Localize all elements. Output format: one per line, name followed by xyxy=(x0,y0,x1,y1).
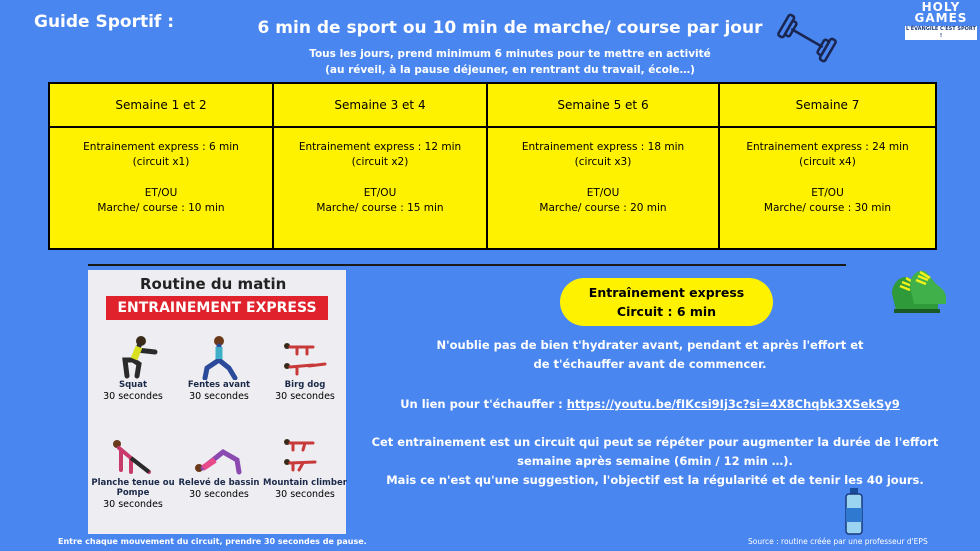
water-bottle-icon xyxy=(843,488,865,536)
exercise-squat xyxy=(90,334,176,404)
exercise-duration: 30 secondes xyxy=(189,391,249,402)
pill-line-1: Entraînement express xyxy=(588,285,745,300)
routine-banner: ENTRAINEMENT EXPRESS xyxy=(106,296,328,320)
exercise-duration: 30 secondes xyxy=(275,391,335,402)
bridge-figure-icon xyxy=(189,434,249,478)
exercise-name: Planche tenue ou Pompe xyxy=(91,478,175,498)
hydration-line-2: de t'échauffer avant de commencer. xyxy=(533,357,767,371)
circuit-explanation xyxy=(360,433,950,490)
walk-text: Marche/ course : 30 min xyxy=(763,202,892,214)
circuit-line-3: Mais ce n'est qu'une suggestion, l'objectif est la régularité et de tenir les 40 jours. xyxy=(386,473,924,487)
exercise-name: Squat xyxy=(118,380,148,390)
bird-dog-figure-icon xyxy=(275,334,335,380)
exercise-plank xyxy=(90,434,176,512)
pause-note: Entre chaque mouvement du circuit, prendre 30 secondes de pause. xyxy=(58,537,367,546)
exercise-duration: 30 secondes xyxy=(103,499,163,510)
circuit-text: (circuit x1) xyxy=(132,156,190,168)
walk-text: Marche/ course : 15 min xyxy=(316,202,444,214)
guide-title: Guide Sportif : xyxy=(34,12,175,32)
week-cell xyxy=(49,127,273,249)
warmup-link-label: Un lien pour t'échauffer : xyxy=(400,397,567,411)
subtitle-line-1: Tous les jours, prend minimum 6 minutes pour te mettre en activité xyxy=(309,48,711,60)
circuit-text: (circuit x2) xyxy=(351,156,409,168)
exercise-duration: 30 secondes xyxy=(189,489,249,500)
warmup-link-line xyxy=(380,395,920,414)
routine-title: Routine du matin xyxy=(140,275,287,293)
week-cell xyxy=(487,127,719,249)
exercise-name: Fentes avant xyxy=(187,380,251,390)
or-text: ET/OU xyxy=(363,187,397,199)
logo-tagline: L'ÉVANGILE C'EST SPORT ! xyxy=(906,26,976,39)
week-header: Semaine 7 xyxy=(719,83,936,127)
page-title: 6 min de sport ou 10 min de marche/ course par jour xyxy=(257,18,763,38)
warmup-video-link[interactable]: https://youtu.be/fIKcsi9Ij3c?si=4X8Chqbk3XSekSy9 xyxy=(566,397,900,411)
lunge-figure-icon xyxy=(189,334,249,380)
circuit-text: (circuit x3) xyxy=(574,156,632,168)
week-header: Semaine 1 et 2 xyxy=(49,83,273,127)
circuit-text: (circuit x4) xyxy=(799,156,856,168)
week-cell xyxy=(273,127,487,249)
circuit-line-1: Cet entrainement est un circuit qui peut se répéter pour augmenter la durée de l'effort xyxy=(371,435,939,449)
exercise-duration: 30 secondes xyxy=(275,489,335,500)
subtitle-line-2: (au réveil, à la pause déjeuner, en rentrant du travail, école…) xyxy=(325,64,695,76)
training-plan-table xyxy=(48,82,937,250)
walk-text: Marche/ course : 10 min xyxy=(97,202,225,214)
express-text: Entrainement express : 12 min xyxy=(298,141,462,153)
hydration-line-1: N'oublie pas de bien t'hydrater avant, pendant et après l'effort et xyxy=(436,338,864,352)
week-cell xyxy=(719,127,936,249)
squat-figure-icon xyxy=(103,334,163,380)
express-text: Entrainement express : 6 min xyxy=(83,141,239,153)
logo-line-2: GAMES xyxy=(914,11,968,25)
mountain-climber-figure-icon xyxy=(275,434,335,478)
plank-figure-icon xyxy=(103,434,163,478)
exercise-mountain-climber xyxy=(262,434,348,502)
exercise-bird-dog xyxy=(262,334,348,404)
hydration-advice xyxy=(390,336,910,374)
or-text: ET/OU xyxy=(144,187,178,199)
or-text: ET/OU xyxy=(586,187,620,199)
express-text: Entrainement express : 18 min xyxy=(521,141,685,153)
holy-games-logo xyxy=(905,2,977,42)
express-text: Entrainement express : 24 min xyxy=(746,141,909,153)
table-header-row xyxy=(49,83,936,127)
divider xyxy=(88,264,846,266)
table-row xyxy=(49,127,936,249)
exercise-duration: 30 secondes xyxy=(103,391,163,402)
sneakers-icon xyxy=(888,264,948,322)
logo-line-1: HOLY xyxy=(921,0,961,14)
exercise-name: Birg dog xyxy=(284,380,326,390)
source-note: Source : routine créée par une professeur d'EPS xyxy=(748,537,928,546)
exercise-name: Mountain climber xyxy=(263,478,347,488)
or-text: ET/OU xyxy=(811,187,844,199)
week-header: Semaine 3 et 4 xyxy=(273,83,487,127)
exercise-lunges xyxy=(176,334,262,404)
week-header: Semaine 5 et 6 xyxy=(487,83,719,127)
express-circuit-badge xyxy=(560,278,773,326)
routine-card xyxy=(88,270,346,534)
walk-text: Marche/ course : 20 min xyxy=(539,202,667,214)
page-subtitle xyxy=(230,46,790,78)
exercise-name: Relevé de bassin xyxy=(178,478,260,488)
dumbbell-icon xyxy=(772,6,842,70)
exercise-glute-bridge xyxy=(176,434,262,502)
circuit-line-2: semaine après semaine (6min / 12 min …). xyxy=(517,454,793,468)
pill-line-2: Circuit : 6 min xyxy=(616,304,717,319)
